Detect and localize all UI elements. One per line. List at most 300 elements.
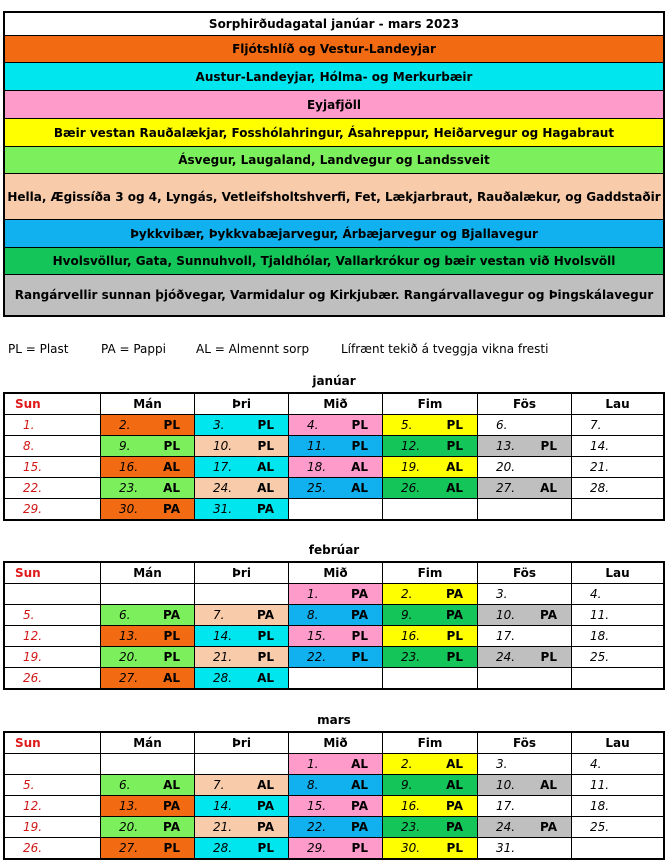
day-number: 20.	[496, 460, 516, 474]
day-cell	[477, 457, 571, 477]
day-number: 18.	[590, 799, 610, 813]
waste-code: AL	[351, 757, 368, 771]
day-number: 27.	[119, 841, 139, 855]
day-cell	[571, 436, 663, 456]
waste-code: PA	[351, 799, 368, 813]
day-cell	[382, 817, 477, 837]
waste-code: PL	[163, 439, 180, 453]
weekday-lau: Lau	[571, 563, 663, 583]
waste-code: PL	[540, 439, 557, 453]
day-number: 5.	[23, 608, 35, 622]
week-row	[5, 414, 663, 435]
day-cell	[571, 647, 663, 667]
waste-code: PA	[351, 608, 368, 622]
waste-code: AL	[446, 757, 463, 771]
waste-code: AL	[446, 460, 463, 474]
waste-code: PL	[163, 418, 180, 432]
day-cell	[5, 838, 100, 858]
week-row	[5, 795, 663, 816]
waste-code: PA	[446, 820, 463, 834]
day-number: 26.	[23, 841, 43, 855]
day-cell	[571, 626, 663, 646]
day-number: 23.	[119, 481, 139, 495]
day-number: 5.	[401, 418, 413, 432]
day-cell	[477, 754, 571, 774]
day-cell	[100, 754, 194, 774]
week-row	[5, 604, 663, 625]
weekday-header-row	[5, 733, 663, 753]
area-row: Rangárvellir sunnan þjóðvegar, Varmidalur og Kirkjubær. Rangárvallavegur og Þingskálavegur	[5, 274, 663, 315]
day-cell	[571, 817, 663, 837]
waste-code: AL	[257, 460, 274, 474]
weekday-man: Mán	[100, 733, 194, 753]
day-number: 9.	[401, 608, 413, 622]
day-cell	[288, 605, 382, 625]
waste-code: AL	[446, 481, 463, 495]
day-number: 9.	[401, 778, 413, 792]
weekday-header-row	[5, 394, 663, 414]
waste-code: PA	[446, 587, 463, 601]
waste-code: PL	[257, 650, 274, 664]
waste-code: PA	[540, 820, 557, 834]
week-row	[5, 583, 663, 604]
day-cell	[194, 584, 288, 604]
week-row	[5, 625, 663, 646]
weekday-thri: Þri	[194, 733, 288, 753]
day-cell	[382, 457, 477, 477]
day-number: 6.	[119, 608, 131, 622]
waste-code: PA	[351, 587, 368, 601]
day-number: 27.	[496, 481, 516, 495]
waste-code: PA	[257, 820, 274, 834]
day-cell	[288, 415, 382, 435]
day-cell	[5, 605, 100, 625]
day-number: 27.	[119, 671, 139, 685]
day-number: 8.	[307, 778, 319, 792]
day-cell	[571, 838, 663, 858]
day-number: 19.	[23, 650, 43, 664]
day-cell	[194, 499, 288, 519]
day-number: 18.	[590, 629, 610, 643]
waste-code: AL	[351, 778, 368, 792]
day-cell	[571, 499, 663, 519]
day-cell	[382, 626, 477, 646]
day-cell	[382, 605, 477, 625]
day-number: 13.	[119, 799, 139, 813]
week-row	[5, 774, 663, 795]
day-cell	[100, 647, 194, 667]
day-number: 8.	[23, 439, 35, 453]
day-cell	[5, 626, 100, 646]
day-cell	[571, 415, 663, 435]
day-number: 7.	[213, 608, 225, 622]
day-number: 14.	[590, 439, 610, 453]
day-cell	[194, 838, 288, 858]
day-cell	[100, 796, 194, 816]
weekday-lau: Lau	[571, 733, 663, 753]
day-cell	[100, 626, 194, 646]
day-cell	[382, 796, 477, 816]
waste-code: PL	[163, 650, 180, 664]
area-row: Fljótshlíð og Vestur-Landeyjar	[5, 35, 663, 62]
day-cell	[100, 668, 194, 688]
day-number: 12.	[23, 629, 43, 643]
legend-plast: PL = Plast	[8, 342, 69, 356]
day-number: 28.	[590, 481, 610, 495]
waste-code: AL	[257, 481, 274, 495]
week-row	[5, 646, 663, 667]
day-cell	[571, 775, 663, 795]
day-number: 26.	[401, 481, 421, 495]
day-number: 12.	[23, 799, 43, 813]
waste-code: PA	[163, 799, 180, 813]
day-cell	[477, 647, 571, 667]
area-row: Bæir vestan Rauðalækjar, Fosshólahringur, Ásahreppur, Heiðarvegur og Hagabraut	[5, 118, 663, 146]
day-cell	[5, 436, 100, 456]
day-cell	[571, 754, 663, 774]
day-cell	[382, 584, 477, 604]
weekday-header-row	[5, 563, 663, 583]
waste-code: PL	[351, 650, 368, 664]
weekday-thri: Þri	[194, 394, 288, 414]
day-cell	[194, 647, 288, 667]
area-row: Austur-Landeyjar, Hólma- og Merkurbæir	[5, 62, 663, 90]
week-row	[5, 456, 663, 477]
day-number: 13.	[119, 629, 139, 643]
day-cell	[100, 817, 194, 837]
day-cell	[382, 478, 477, 498]
day-number: 19.	[401, 460, 421, 474]
calendar-january	[3, 392, 665, 521]
legend-lifraent: Lífrænt tekið á tveggja vikna fresti	[341, 342, 549, 356]
day-cell	[477, 605, 571, 625]
day-number: 16.	[119, 460, 139, 474]
day-number: 8.	[307, 608, 319, 622]
day-number: 13.	[496, 439, 516, 453]
month-title-january: janúar	[312, 374, 356, 388]
day-cell	[288, 668, 382, 688]
waste-code: PL	[446, 629, 463, 643]
waste-code: AL	[163, 671, 180, 685]
waste-code: PL	[257, 418, 274, 432]
day-cell	[5, 796, 100, 816]
day-number: 25.	[307, 481, 327, 495]
waste-code-legend	[8, 342, 658, 358]
day-cell	[477, 415, 571, 435]
day-cell	[288, 796, 382, 816]
day-number: 1.	[307, 757, 319, 771]
waste-code: PA	[163, 820, 180, 834]
day-cell	[288, 457, 382, 477]
week-row	[5, 477, 663, 498]
day-cell	[477, 584, 571, 604]
day-cell	[477, 817, 571, 837]
week-row	[5, 753, 663, 774]
day-number: 5.	[23, 778, 35, 792]
waste-code: PA	[257, 799, 274, 813]
day-cell	[571, 584, 663, 604]
day-cell	[382, 754, 477, 774]
calendar-title: Sorphirðudagatal janúar - mars 2023	[208, 17, 460, 31]
day-cell	[100, 478, 194, 498]
week-row	[5, 667, 663, 688]
day-cell	[382, 499, 477, 519]
day-cell	[194, 626, 288, 646]
waste-code: PL	[163, 841, 180, 855]
day-number: 18.	[307, 460, 327, 474]
day-cell	[5, 775, 100, 795]
day-cell	[194, 775, 288, 795]
day-cell	[382, 415, 477, 435]
area-row: Þykkvibær, Þykkvabæjarvegur, Árbæjarvegur og Bjallavegur	[5, 219, 663, 247]
day-cell	[100, 838, 194, 858]
day-cell	[477, 626, 571, 646]
day-number: 7.	[213, 778, 225, 792]
day-number: 12.	[401, 439, 421, 453]
weekday-mid: Mið	[288, 394, 382, 414]
weekday-fim: Fim	[382, 733, 477, 753]
weekday-man: Mán	[100, 394, 194, 414]
day-number: 19.	[23, 820, 43, 834]
day-cell	[194, 796, 288, 816]
day-number: 6.	[119, 778, 131, 792]
day-cell	[571, 668, 663, 688]
waste-code: AL	[257, 778, 274, 792]
waste-code: PA	[540, 608, 557, 622]
day-cell	[288, 754, 382, 774]
day-cell	[288, 584, 382, 604]
weekday-sun: Sun	[15, 566, 41, 580]
day-number: 26.	[23, 671, 43, 685]
weekday-fos: Fös	[477, 733, 571, 753]
weekday-fim: Fim	[382, 563, 477, 583]
day-number: 15.	[307, 799, 327, 813]
day-number: 9.	[119, 439, 131, 453]
day-number: 2.	[119, 418, 131, 432]
weekday-lau: Lau	[571, 394, 663, 414]
day-cell	[5, 478, 100, 498]
weekday-man: Mán	[100, 563, 194, 583]
waste-code: PL	[351, 418, 368, 432]
day-number: 10.	[213, 439, 233, 453]
waste-code: PL	[257, 439, 274, 453]
day-number: 4.	[307, 418, 319, 432]
day-cell	[288, 838, 382, 858]
day-number: 17.	[496, 799, 516, 813]
day-cell	[5, 415, 100, 435]
day-number: 28.	[213, 671, 233, 685]
area-row: Hvolsvöllur, Gata, Sunnuhvoll, Tjaldhólar, Vallarkrókur og bæir vestan við Hvolsvöll	[5, 247, 663, 274]
day-cell	[571, 478, 663, 498]
day-number: 3.	[496, 757, 508, 771]
day-number: 6.	[496, 418, 508, 432]
day-cell	[288, 499, 382, 519]
day-number: 1.	[307, 587, 319, 601]
day-number: 29.	[23, 502, 43, 516]
legend-pappi: PA = Pappi	[101, 342, 166, 356]
day-number: 3.	[213, 418, 225, 432]
day-cell	[571, 457, 663, 477]
week-row	[5, 498, 663, 519]
day-cell	[194, 605, 288, 625]
day-cell	[100, 457, 194, 477]
waste-code: PL	[163, 629, 180, 643]
day-cell	[100, 415, 194, 435]
day-number: 20.	[119, 820, 139, 834]
day-number: 28.	[213, 841, 233, 855]
day-number: 11.	[590, 608, 610, 622]
day-number: 23.	[401, 820, 421, 834]
day-number: 31.	[213, 502, 233, 516]
day-cell	[477, 436, 571, 456]
day-cell	[5, 754, 100, 774]
day-cell	[477, 668, 571, 688]
day-number: 15.	[307, 629, 327, 643]
day-cell	[288, 626, 382, 646]
day-cell	[5, 647, 100, 667]
day-cell	[382, 436, 477, 456]
day-cell	[477, 499, 571, 519]
weekday-fos: Fös	[477, 394, 571, 414]
day-cell	[5, 499, 100, 519]
waste-code: PA	[257, 502, 274, 516]
calendar-february	[3, 561, 665, 690]
waste-code: PA	[446, 608, 463, 622]
waste-code: PL	[446, 650, 463, 664]
weekday-sun: Sun	[15, 397, 41, 411]
area-row: Hella, Ægissíða 3 og 4, Lyngás, Vetleifsholtshverfi, Fet, Lækjarbraut, Rauðalækur, og Gaddstaðir	[5, 173, 663, 219]
waste-code: PL	[257, 841, 274, 855]
day-cell	[571, 796, 663, 816]
day-number: 4.	[590, 587, 602, 601]
area-row: Eyjafjöll	[5, 90, 663, 118]
waste-code: PL	[446, 841, 463, 855]
weekday-sun: Sun	[15, 736, 41, 750]
week-row	[5, 816, 663, 837]
day-cell	[100, 775, 194, 795]
day-cell	[382, 668, 477, 688]
day-cell	[5, 668, 100, 688]
waste-code: PA	[163, 502, 180, 516]
day-number: 3.	[496, 587, 508, 601]
waste-code: PL	[351, 629, 368, 643]
day-cell	[477, 478, 571, 498]
day-number: 22.	[307, 820, 327, 834]
day-number: 2.	[401, 757, 413, 771]
day-cell	[5, 817, 100, 837]
waste-code: AL	[163, 460, 180, 474]
day-cell	[477, 838, 571, 858]
area-legend-table	[3, 11, 665, 317]
day-number: 11.	[590, 778, 610, 792]
day-number: 17.	[496, 629, 516, 643]
day-cell	[288, 478, 382, 498]
day-number: 16.	[401, 629, 421, 643]
day-number: 7.	[590, 418, 602, 432]
day-cell	[477, 796, 571, 816]
day-cell	[571, 605, 663, 625]
day-number: 21.	[213, 650, 233, 664]
waste-code: AL	[351, 481, 368, 495]
weekday-fos: Fös	[477, 563, 571, 583]
waste-code: PA	[257, 608, 274, 622]
waste-code: AL	[446, 778, 463, 792]
waste-code: AL	[540, 778, 557, 792]
day-number: 21.	[213, 820, 233, 834]
day-cell	[100, 605, 194, 625]
day-number: 24.	[213, 481, 233, 495]
day-number: 2.	[401, 587, 413, 601]
weekday-thri: Þri	[194, 563, 288, 583]
day-cell	[194, 754, 288, 774]
day-number: 25.	[590, 820, 610, 834]
day-number: 25.	[590, 650, 610, 664]
day-cell	[382, 775, 477, 795]
day-cell	[194, 668, 288, 688]
waste-code: PA	[163, 608, 180, 622]
day-number: 23.	[401, 650, 421, 664]
day-cell	[100, 499, 194, 519]
day-cell	[288, 436, 382, 456]
day-cell	[477, 775, 571, 795]
week-row	[5, 435, 663, 456]
day-number: 10.	[496, 778, 516, 792]
waste-code: AL	[163, 481, 180, 495]
day-cell	[100, 436, 194, 456]
day-number: 15.	[23, 460, 43, 474]
waste-code: PL	[351, 439, 368, 453]
day-cell	[5, 584, 100, 604]
day-number: 14.	[213, 629, 233, 643]
waste-code: AL	[163, 778, 180, 792]
day-cell	[382, 838, 477, 858]
waste-code: PL	[257, 629, 274, 643]
day-cell	[5, 457, 100, 477]
waste-code: AL	[540, 481, 557, 495]
waste-code: PL	[446, 439, 463, 453]
day-number: 22.	[307, 650, 327, 664]
day-number: 24.	[496, 820, 516, 834]
day-number: 24.	[496, 650, 516, 664]
waste-code: AL	[351, 460, 368, 474]
waste-code: AL	[257, 671, 274, 685]
day-cell	[288, 817, 382, 837]
legend-almennt: AL = Almennt sorp	[196, 342, 310, 356]
day-cell	[288, 775, 382, 795]
day-cell	[288, 647, 382, 667]
day-cell	[194, 478, 288, 498]
day-number: 20.	[119, 650, 139, 664]
day-number: 30.	[401, 841, 421, 855]
waste-code: PL	[351, 841, 368, 855]
day-number: 4.	[590, 757, 602, 771]
calendar-march	[3, 731, 665, 860]
day-number: 30.	[119, 502, 139, 516]
day-number: 16.	[401, 799, 421, 813]
area-row: Ásvegur, Laugaland, Landvegur og Landssveit	[5, 146, 663, 173]
day-number: 1.	[23, 418, 35, 432]
day-number: 17.	[213, 460, 233, 474]
day-cell	[100, 584, 194, 604]
weekday-mid: Mið	[288, 733, 382, 753]
waste-code: PL	[540, 650, 557, 664]
month-title-february: febrúar	[308, 543, 360, 557]
day-number: 22.	[23, 481, 43, 495]
day-number: 10.	[496, 608, 516, 622]
waste-code: PA	[351, 820, 368, 834]
weekday-mid: Mið	[288, 563, 382, 583]
week-row	[5, 837, 663, 858]
